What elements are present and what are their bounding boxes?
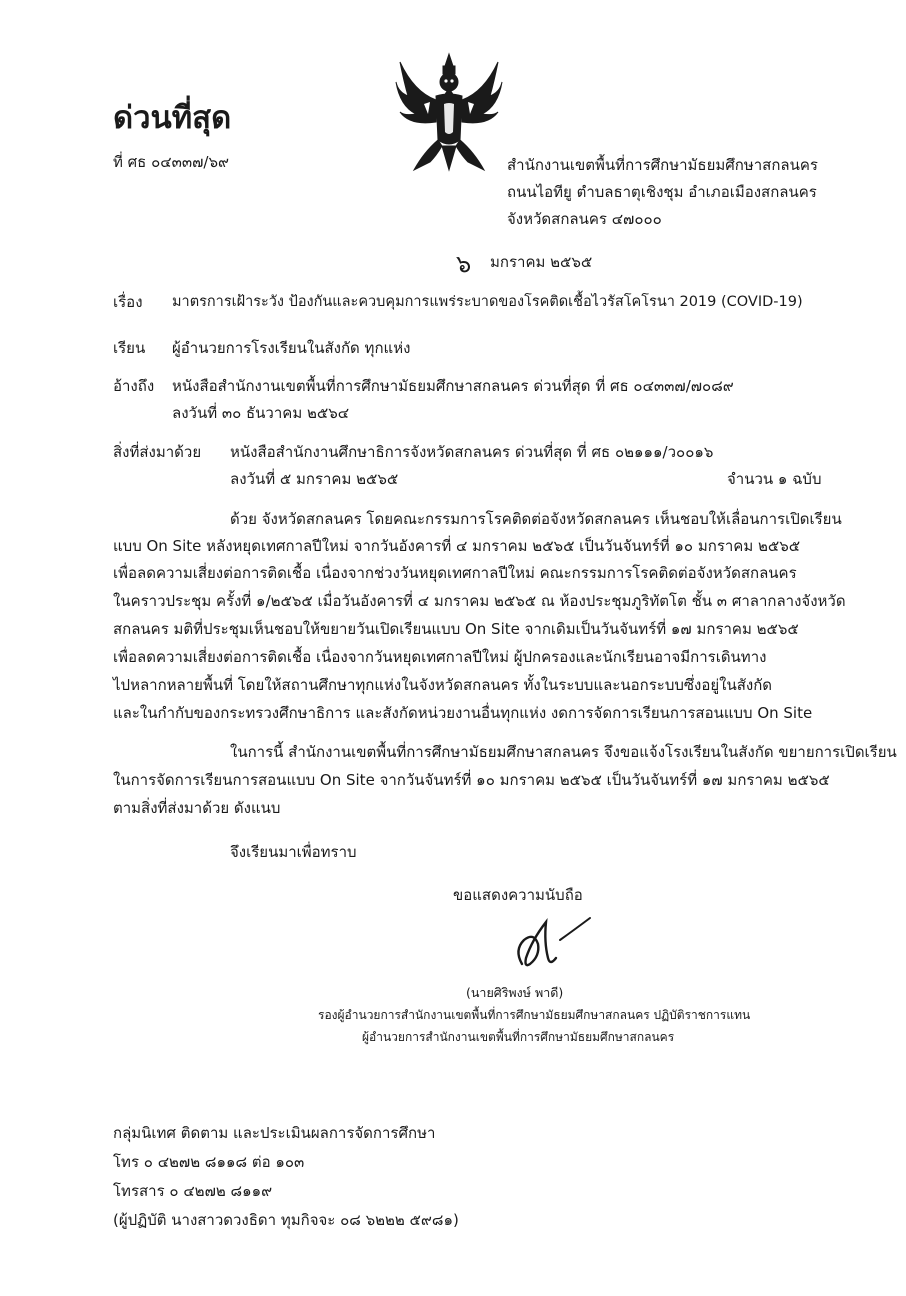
reference-label: อ้างถึง <box>113 377 155 395</box>
body-line: ไปหลากหลายพื้นที่ โดยให้สถานศึกษาทุกแห่งในจังหวัดสกลนคร ทั้งในระบบและนอกระบบซึ่งอยู่ในสังกัด <box>113 676 773 694</box>
date-day: ๖ <box>456 250 472 278</box>
garuda-emblem-icon <box>394 52 504 172</box>
body-line: แบบ On Site หลังหยุดเทศกาลปีใหม่ จากวันอังคารที่ ๔ มกราคม ๒๕๖๕ เป็นวันจันทร์ที่ ๑๐ มกราคม ๒๕๖๕ <box>113 537 801 555</box>
body-line: ในการจัดการเรียนการสอนแบบ On Site จากวันจันทร์ที่ ๑๐ มกราคม ๒๕๖๕ เป็นวันจันทร์ที่ ๑๗ มกราคม ๒๕๖๕ <box>113 771 830 789</box>
office-address-line: จังหวัดสกลนคร ๔๗๐๐๐ <box>507 210 662 228</box>
enclosure-count: จำนวน ๑ ฉบับ <box>727 470 822 488</box>
footer-phone: โทร ๐ ๔๒๗๒ ๘๑๑๘ ต่อ ๑๐๓ <box>113 1153 305 1171</box>
office-address-line: สำนักงานเขตพื้นที่การศึกษามัธยมศึกษาสกลนคร <box>507 156 818 174</box>
body-line: ในคราวประชุม ครั้งที่ ๑/๒๕๖๕ เมื่อวันอังคารที่ ๔ มกราคม ๒๕๖๕ ณ ห้องประชุมภูริทัตโต ชั้น ๓ ศาลากลางจังหวัด <box>113 592 846 610</box>
document-number: ที่ ศธ ๐๔๓๓๗/๖๙ <box>113 153 229 171</box>
reference-line: หนังสือสำนักงานเขตพื้นที่การศึกษามัธยมศึกษาสกลนคร ด่วนที่สุด ที่ ศธ ๐๔๓๓๗/๗๐๘๙ <box>172 377 734 395</box>
body-line: และในกำกับของกระทรวงศึกษาธิการ และสังกัดหน่วยงานอื่นทุกแห่ง งดการจัดการเรียนการสอนแบบ On Site <box>113 704 813 722</box>
body-line: เพื่อลดความเสี่ยงต่อการติดเชื้อ เนื่องจากช่วงวันหยุดเทศกาลปีใหม่ คณะกรรมการโรคติดต่อจังหวัดสกลนคร <box>113 564 797 582</box>
subject-label: เรื่อง <box>113 293 143 311</box>
closing-line: จึงเรียนมาเพื่อทราบ <box>230 843 357 861</box>
body-line: สกลนคร มติที่ประชุมเห็นชอบให้ขยายวันเปิดเรียนแบบ On Site จากเดิมเป็นวันจันทร์ที่ ๑๗ มกราคม ๒๕๖๕ <box>113 620 799 638</box>
footer-fax: โทรสาร ๐ ๔๒๗๒ ๘๑๑๙ <box>113 1182 273 1200</box>
date-month-year: มกราคม ๒๕๖๕ <box>490 253 593 271</box>
signer-position: ผู้อำนวยการสำนักงานเขตพื้นที่การศึกษามัธยมศึกษาสกลนคร <box>362 1030 675 1044</box>
office-address <box>507 152 818 233</box>
body-line: ตามสิ่งที่ส่งมาด้วย ดังแนบ <box>113 799 281 817</box>
reference-line: ลงวันที่ ๓๐ ธันวาคม ๒๕๖๔ <box>172 404 350 422</box>
signature-icon <box>504 914 596 974</box>
footer-contact: (ผู้ปฏิบัติ นางสาวดวงธิดา ทุมกิจจะ ๐๘ ๖๒๒๒ ๕๙๘๑) <box>113 1211 459 1229</box>
signer-position: รองผู้อำนวยการสำนักงานเขตพื้นที่การศึกษามัธยมศึกษาสกลนคร ปฏิบัติราชการแทน <box>318 1008 751 1022</box>
body-line: ด้วย จังหวัดสกลนคร โดยคณะกรรมการโรคติดต่อจังหวัดสกลนคร เห็นชอบให้เลื่อนการเปิดเรียน <box>230 510 842 528</box>
urgency-heading: ด่วนที่สุด <box>113 100 232 136</box>
office-address-line: ถนนไอทียู ตำบลธาตุเชิงชุม อำเภอเมืองสกลนคร <box>507 183 817 201</box>
signer-name: (นายศิริพงษ์ พาดี) <box>466 985 564 1000</box>
enclosure-line: หนังสือสำนักงานศึกษาธิการจังหวัดสกลนคร ด่วนที่สุด ที่ ศธ ๐๒๑๑๑/ว๐๐๑๖ <box>230 443 714 461</box>
body-line: ในการนี้ สำนักงานเขตพื้นที่การศึกษามัธยมศึกษาสกลนคร จึงขอแจ้งโรงเรียนในสังกัด ขยายการเปิดเรียน <box>230 743 897 761</box>
body-line: เพื่อลดความเสี่ยงต่อการติดเชื้อ เนื่องจากวันหยุดเทศกาลปีใหม่ ผู้ปกครองและนักเรียนอาจมีการเดินทาง <box>113 648 767 666</box>
to-label: เรียน <box>113 339 146 357</box>
regards-text: ขอแสดงความนับถือ <box>453 886 583 904</box>
subject-text: มาตรการเฝ้าระวัง ป้องกันและควบคุมการแพร่ระบาดของโรคติดเชื้อไวรัสโคโรนา 2019 (COVID-19) <box>172 294 803 310</box>
enclosure-line: ลงวันที่ ๕ มกราคม ๒๕๖๕ <box>230 470 399 488</box>
footer-department: กลุ่มนิเทศ ติดตาม และประเมินผลการจัดการศึกษา <box>113 1124 436 1142</box>
to-text: ผู้อำนวยการโรงเรียนในสังกัด ทุกแห่ง <box>172 339 411 357</box>
enclosure-label: สิ่งที่ส่งมาด้วย <box>113 443 202 461</box>
